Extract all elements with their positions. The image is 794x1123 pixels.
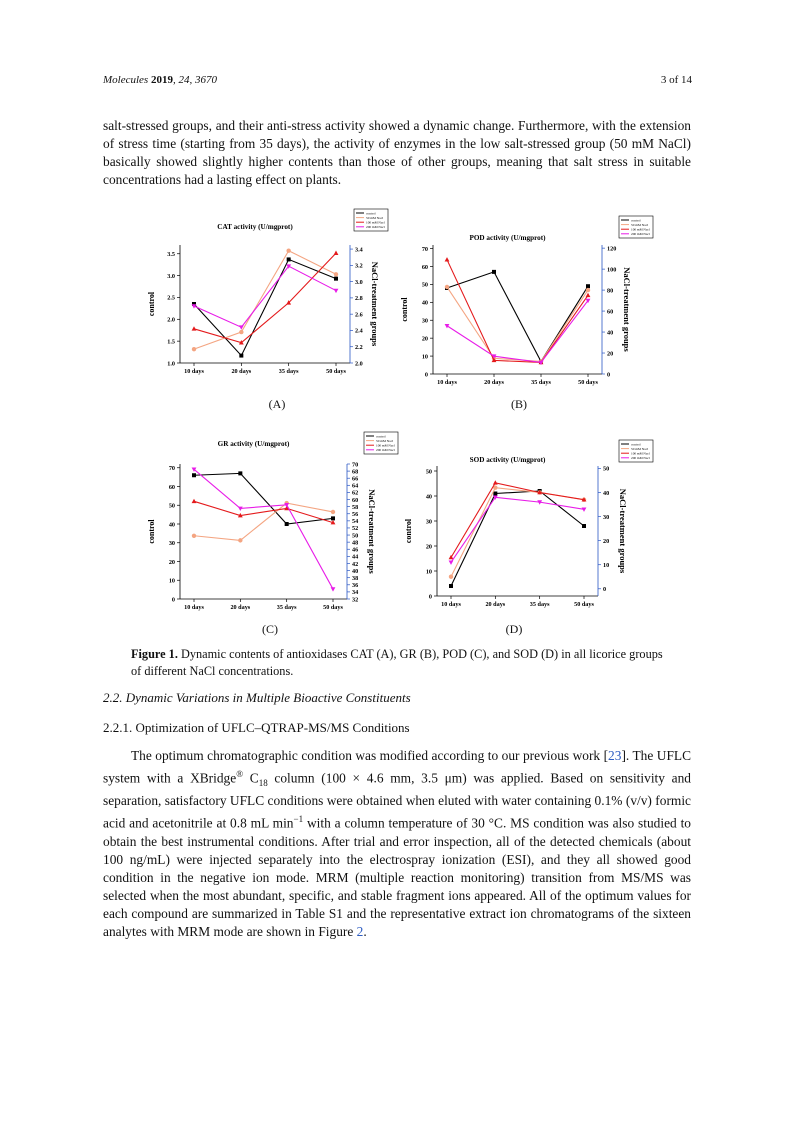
left-tick-label: 70 — [168, 465, 175, 473]
left-tick-label: 0 — [424, 371, 428, 379]
left-tick-label: 20 — [421, 335, 428, 343]
right-tick-label: 2.6 — [355, 311, 363, 319]
right-tick-label: 2.8 — [355, 295, 363, 303]
running-header-citation: Molecules 2019, 24, 3670 — [103, 74, 217, 86]
y-axis-label: control — [147, 291, 156, 317]
chart-legend — [354, 209, 388, 231]
section-heading-2-2-1: 2.2.1. Optimization of UFLC–QTRAP-MS/MS Conditions — [103, 720, 410, 735]
chart-gr-activity — [140, 428, 395, 613]
data-point-nacl-200 — [334, 289, 339, 293]
right-tick-label: 40 — [603, 489, 610, 497]
left-tick-label: 10 — [425, 568, 432, 576]
data-point-nacl-200 — [445, 324, 450, 328]
left-tick-label: 70 — [421, 245, 428, 253]
chart-legend — [364, 432, 398, 454]
data-point-control — [492, 270, 496, 274]
right-tick-label: 58 — [352, 503, 359, 511]
left-tick-label: 2.0 — [167, 316, 175, 324]
x-tick-label: 20 days — [231, 368, 252, 375]
chart-title: CAT activity (U/mgprot) — [217, 223, 293, 231]
x-tick-label: 10 days — [441, 601, 461, 608]
chart-pod-activity — [395, 212, 650, 397]
data-point-control — [239, 354, 243, 358]
legend-label-nacl-200: 200 mM Nacl — [631, 232, 650, 237]
x-tick-label: 20 days — [485, 601, 506, 608]
right-tick-label: 40 — [607, 329, 614, 337]
body-paragraph — [103, 747, 691, 941]
right-tick-label: 64 — [352, 482, 359, 490]
left-tick-label: 50 — [421, 281, 428, 289]
right-tick-label: 0 — [607, 371, 611, 379]
series-line-nacl-50 — [447, 287, 588, 361]
chart-sod-activity — [395, 440, 650, 615]
legend-label-nacl-50: 50 mM Nacl — [631, 446, 649, 451]
journal-volume: 24 — [178, 74, 190, 86]
left-tick-label: 10 — [168, 577, 175, 585]
data-point-nacl-100 — [192, 499, 197, 503]
right-tick-label: 120 — [607, 245, 617, 253]
section-heading-2-2: 2.2. Dynamic Variations in Multiple Bioactive Constituents — [103, 690, 411, 705]
left-tick-label: 40 — [425, 493, 432, 501]
series-line-nacl-100 — [194, 501, 333, 522]
legend-label-nacl-50: 50 mM Nacl — [376, 438, 394, 443]
page-number: 3 of 14 — [660, 74, 692, 86]
left-tick-label: 50 — [425, 468, 432, 476]
right-tick-label: 68 — [352, 468, 359, 476]
x-tick-label: 20 days — [230, 604, 251, 611]
chart-title: POD activity (U/mgprot) — [469, 234, 546, 242]
right-tick-label: 40 — [352, 567, 359, 575]
right-tick-label: 60 — [607, 308, 614, 316]
right-tick-label: 38 — [352, 574, 359, 582]
right-tick-label: 80 — [607, 287, 614, 295]
x-tick-label: 35 days — [278, 368, 299, 375]
series-line-nacl-50 — [194, 251, 336, 349]
left-tick-label: 20 — [425, 543, 432, 551]
panel-label-b: (B) — [511, 397, 527, 411]
right-tick-label: 2.4 — [355, 327, 363, 335]
right-tick-label: 66 — [352, 475, 359, 483]
x-tick-label: 50 days — [326, 368, 346, 375]
y2-axis-label: NaCl-treatment groups — [370, 261, 380, 347]
right-tick-label: 2.2 — [355, 344, 363, 352]
chart-title: GR activity (U/mgprot) — [217, 440, 290, 448]
right-tick-label: 34 — [352, 589, 359, 597]
panel-label-c: (C) — [262, 622, 278, 636]
chart-cat-activity — [140, 205, 395, 390]
series-line-nacl-200 — [451, 497, 584, 562]
data-point-nacl-100 — [445, 257, 450, 261]
data-point-nacl-50 — [239, 330, 243, 334]
data-point-control — [449, 584, 453, 588]
right-tick-label: 52 — [352, 525, 359, 533]
data-point-control — [285, 522, 289, 526]
data-point-control — [192, 473, 196, 477]
left-tick-label: 3.0 — [167, 272, 175, 280]
legend-label-nacl-100: 100 mM Nacl — [631, 227, 650, 232]
data-point-nacl-100 — [192, 326, 197, 330]
data-point-nacl-50 — [445, 285, 449, 289]
series-line-control — [451, 491, 584, 586]
x-tick-label: 20 days — [484, 379, 504, 386]
legend-label-nacl-100: 100 mM Nacl — [366, 220, 385, 225]
legend-label-nacl-100: 100 mM Nacl — [631, 451, 650, 456]
right-tick-label: 42 — [352, 560, 359, 568]
series-line-nacl-100 — [194, 253, 336, 343]
data-point-nacl-50 — [238, 538, 242, 542]
right-tick-label: 54 — [352, 518, 359, 526]
body-text-4: column (100 × 4.6 mm, 3.5 μm) was applied. Based on sensitivity and separation, satisfactory UFLC conditions were obtained when eluted with water containing 0.1% (v/v) formic acid and acetonitrile at 0.8 mL min — [103, 770, 692, 831]
right-tick-label: 50 — [603, 465, 610, 473]
right-tick-label: 48 — [352, 539, 359, 547]
legend-label-control: control — [631, 442, 641, 447]
x-tick-label: 10 days — [184, 604, 204, 611]
data-point-nacl-50 — [192, 347, 196, 351]
right-tick-label: 62 — [352, 489, 359, 497]
chart-legend — [619, 440, 653, 462]
left-tick-label: 0 — [171, 596, 175, 604]
data-point-control — [493, 492, 497, 496]
legend-label-nacl-50: 50 mM Nacl — [631, 222, 649, 227]
article-number: 3670 — [194, 74, 217, 86]
series-line-nacl-100 — [451, 483, 584, 558]
legend-label-control: control — [376, 434, 386, 439]
right-tick-label: 30 — [603, 513, 610, 521]
data-point-nacl-100 — [493, 480, 498, 484]
figure-caption — [131, 646, 671, 680]
legend-label-nacl-50: 50 mM Nacl — [366, 215, 384, 220]
legend-label-nacl-200: 200 mM Nacl — [631, 456, 650, 461]
series-line-nacl-200 — [194, 469, 333, 589]
left-tick-label: 10 — [421, 353, 428, 361]
y-axis-label: control — [400, 297, 409, 322]
left-tick-label: 60 — [168, 483, 175, 491]
journal-year: 2019 — [150, 74, 173, 86]
series-line-control — [447, 272, 588, 362]
left-tick-label: 3.5 — [167, 251, 175, 259]
body-text-3: C — [243, 770, 259, 786]
panel-label-d: (D) — [505, 622, 523, 636]
right-tick-label: 44 — [352, 553, 359, 561]
left-tick-label: 30 — [421, 317, 428, 325]
data-point-control — [238, 471, 242, 475]
c18-subscript: 18 — [258, 778, 268, 789]
figure-caption-label: Figure 1. — [131, 647, 178, 661]
left-tick-label: 1.0 — [167, 360, 175, 368]
data-point-nacl-50 — [192, 534, 196, 538]
reference-link-23[interactable]: 23 — [608, 748, 622, 763]
figure-caption-text: Dynamic contents of antioxidases CAT (A), GR (B), POD (C), and SOD (D) in all licorice groups of different NaCl concentrations. — [131, 647, 663, 678]
body-text-2: ]. The UFLC system with a XBridge — [103, 748, 692, 786]
legend-label-nacl-100: 100 mM Nacl — [376, 443, 395, 448]
right-tick-label: 50 — [352, 532, 359, 540]
series-line-nacl-50 — [194, 503, 333, 540]
left-tick-label: 30 — [168, 540, 175, 548]
y2-axis-label: NaCl-treatment groups — [618, 488, 628, 574]
legend-label-control: control — [631, 218, 641, 223]
right-tick-label: 20 — [603, 537, 610, 545]
left-tick-label: 0 — [428, 593, 432, 601]
journal-name: Molecules — [103, 74, 149, 86]
body-text-1: The optimum chromatographic condition was modified according to our previous work [ — [131, 748, 609, 763]
right-tick-label: 3.4 — [355, 246, 363, 254]
left-tick-label: 1.5 — [167, 338, 175, 346]
data-point-nacl-200 — [582, 508, 587, 512]
right-tick-label: 46 — [352, 546, 359, 554]
right-tick-label: 56 — [352, 511, 359, 519]
intro-paragraph: salt-stressed groups, and their anti-stress activity showed a dynamic change. Furthermore, with the extension of stress time (starting from 35 days), the activity of enzymes in the low salt-stressed group (50 mM NaCl) basically showed slightly higher contents than those of other groups, meaning that salt stress in suitable concentrations had a lasting effect on plants. — [103, 118, 691, 187]
y-axis-label: control — [147, 519, 156, 544]
legend-label-nacl-200: 200 mM Nacl — [376, 448, 395, 453]
body-text-5: with a column temperature of 30 °C. MS condition was also studied to obtain the best instrumental conditions. After trial and error inspection, all of the detected chemicals (about 100 ng/mL) were injected separately into the electrospray ionization (ESI), and they all showed good condition in the negative ion mode. MRM (multiple reaction monitoring) transition from MS/MS was selected when the most abundant, specific, and stable fragment ions appeared. All of the optimum values for each compound are summarized in Table S1 and the representative extract ion chromatograms of the sixteen analytes with MRM mode are shown in Figure — [103, 815, 692, 939]
x-tick-label: 35 days — [531, 379, 551, 386]
x-tick-label: 50 days — [323, 604, 343, 611]
data-point-control — [287, 257, 291, 261]
right-tick-label: 32 — [352, 596, 359, 604]
left-tick-label: 30 — [425, 518, 432, 526]
data-point-control — [334, 277, 338, 281]
data-point-nacl-50 — [449, 575, 453, 579]
right-tick-label: 2.0 — [355, 360, 363, 368]
series-line-nacl-100 — [447, 260, 588, 363]
data-point-control — [331, 516, 335, 520]
chart-title: SOD activity (U/mgprot) — [469, 456, 546, 464]
x-tick-label: 35 days — [529, 601, 550, 608]
right-tick-label: 10 — [603, 562, 610, 570]
figure-link-2[interactable]: 2 — [356, 923, 364, 939]
legend-label-nacl-200: 200 mM Nacl — [366, 225, 385, 230]
left-tick-label: 20 — [168, 558, 175, 566]
data-point-nacl-50 — [334, 272, 338, 276]
y2-axis-label: NaCl-treatment groups — [367, 489, 377, 574]
data-point-nacl-50 — [586, 288, 590, 292]
x-tick-label: 35 days — [276, 604, 297, 611]
data-point-nacl-50 — [286, 248, 290, 252]
x-tick-label: 50 days — [578, 379, 598, 386]
y-axis-label: control — [404, 518, 413, 544]
right-tick-label: 3.0 — [355, 278, 363, 286]
right-tick-label: 20 — [607, 350, 614, 358]
registered-mark: ® — [236, 769, 244, 779]
legend-label-control: control — [366, 211, 376, 216]
data-point-nacl-50 — [331, 510, 335, 514]
left-tick-label: 40 — [421, 299, 428, 307]
left-tick-label: 2.5 — [167, 294, 175, 302]
data-point-nacl-200 — [449, 560, 454, 564]
right-tick-label: 60 — [352, 496, 359, 504]
body-text-6: . — [363, 923, 367, 939]
left-tick-label: 50 — [168, 502, 175, 510]
x-tick-label: 10 days — [437, 379, 457, 386]
data-point-nacl-100 — [334, 251, 339, 255]
y2-axis-label: NaCl-treatment groups — [622, 267, 632, 352]
series-line-nacl-200 — [447, 301, 588, 363]
unit-superscript: −1 — [293, 814, 304, 825]
data-point-control — [582, 524, 586, 528]
x-tick-label: 10 days — [184, 368, 204, 375]
data-point-control — [586, 284, 590, 288]
chart-legend — [619, 216, 653, 238]
right-tick-label: 3.2 — [355, 262, 363, 270]
data-point-nacl-200 — [331, 587, 336, 591]
right-tick-label: 100 — [607, 266, 617, 274]
panel-label-a: (A) — [268, 397, 286, 411]
x-tick-label: 50 days — [574, 601, 594, 608]
left-tick-label: 40 — [168, 521, 175, 529]
left-tick-label: 60 — [421, 263, 428, 271]
right-tick-label: 36 — [352, 582, 359, 590]
right-tick-label: 70 — [352, 461, 359, 469]
right-tick-label: 0 — [603, 586, 607, 594]
